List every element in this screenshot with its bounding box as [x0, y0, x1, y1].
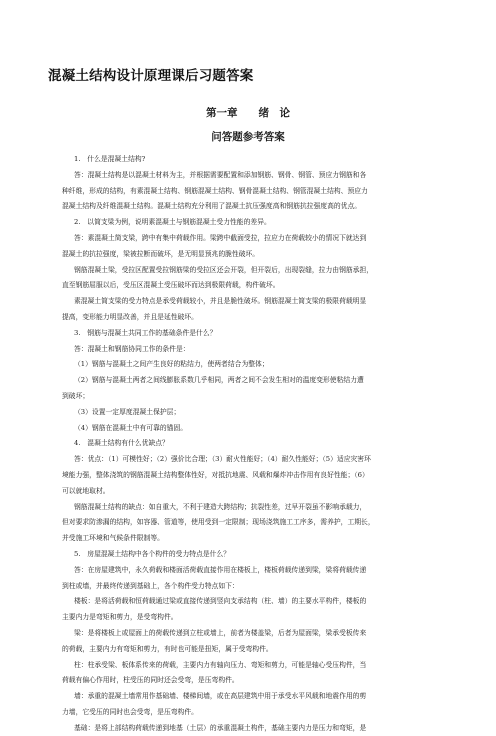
text-line: 钢筋混凝土结构的缺点：如自重大，不利于建造大跨结构；抗裂性差，过早开裂虽不影响承载力， [74, 502, 367, 511]
text-line: 素混凝土简支梁的受力特点是承受荷载较小，并且是脆性破坏。钢筋混凝土简支梁的极限荷载明显 [74, 297, 367, 306]
text-line: 梁：是将楼板上或屋面上的荷载传递到立柱或墙上，前者为楼盖梁，后者为屋面梁，梁承受板传来 [74, 628, 367, 637]
text-line: 钢筋混凝土梁，受拉区配置受拉钢筋梁的受拉区还会开裂，但开裂后，出现裂缝，拉力由钢筋承担， [74, 265, 374, 274]
text-line: 混凝土的抗拉强度，梁被拉断而破坏，是无明显预兆的脆性破坏。 [62, 249, 260, 258]
text-line: 5. 房屋混凝土结构中各个构件的受力特点是什么？ [74, 549, 231, 558]
text-line: 可以就地取材。 [62, 486, 110, 495]
text-line: 柱：柱承受梁、板体系传来的荷载，主要内力有轴向压力、弯矩和剪力，可能是轴心受压构件，当 [74, 660, 367, 669]
text-line: 墙：承重的混凝土墙常用作基础墙、楼梯间墙，或在高层建筑中用于承受水平风载和地震作用的剪 [74, 692, 367, 701]
chapter-heading: 第一章 绪 论 [206, 107, 290, 119]
text-line: 4. 混凝土结构有什么优缺点？ [74, 439, 169, 448]
text-line: （3）设置一定厚度混凝土保护层； [74, 407, 181, 416]
text-line: 到柱或墙，并最终传递到基础上，各个构件受力特点如下： [62, 581, 239, 590]
text-line: 2. 以简支梁为例，说明素混凝土与钢筋混凝土受力性能的差异。 [74, 218, 271, 227]
text-line: 答：在房屋建筑中，永久荷载和楼面活荷载直接作用在楼板上，楼板荷载传递到梁，梁将荷载传递 [74, 565, 367, 574]
text-line: 并受施工环境和气候条件限制等。 [62, 534, 164, 543]
text-line: （4）钢筋在混凝土中有可靠的锚固。 [74, 423, 188, 432]
text-line: 1. 什么是混凝土结构? [74, 155, 146, 163]
text-line: 主要内力是弯矩和剪力，是受弯构件。 [62, 613, 178, 622]
text-line: 直至钢筋屈服以后，受压区混凝土受压破坏而达到极限荷载，构件破坏。 [62, 281, 280, 290]
text-line: 3. 钢筋与混凝土共同工作的基础条件是什么？ [74, 328, 217, 337]
text-line: 种纤维，形成的结构，有素混凝土结构、钢筋混凝土结构、钢骨混凝土结构、钢管混凝土结构、预应力 [62, 186, 368, 195]
text-line: 混凝土结构及纤维混凝土结构。混凝土结构充分利用了混凝土抗压强度高和钢筋抗拉强度高的优点。 [62, 202, 362, 211]
text-line: 力墙，它受压的同时也会受弯，是压弯构件。 [62, 707, 198, 716]
text-line: （1）钢筋与混凝土之间产生良好的粘结力，使两者结合为整体； [74, 360, 269, 369]
text-line: （2）钢筋与混凝土两者之间线膨胀系数几乎相同，两者之间不会发生相对的温度变形使粘结力遭 [74, 376, 364, 385]
section-heading: 问答题参考答案 [211, 131, 285, 143]
text-line: 答：素混凝土简支梁，跨中有集中荷载作用。梁跨中截面受拉，拉应力在荷载较小的情况下就达到 [74, 233, 367, 242]
text-line: 答：混凝土和钢筋协同工作的条件是： [74, 344, 190, 353]
text-line: 荷载有偏心作用时，柱受压的同时还会受弯，是压弯构件。 [62, 676, 239, 685]
text-line: 到破坏； [62, 391, 90, 400]
text-line: 基础：是将上部结构荷载传递到地基（土层）的承重混凝土构件，基础主要内力是压力和弯矩，是 [74, 723, 367, 732]
text-line: 楼板：是将活荷载和恒荷载通过梁或直接传递到竖向支承结构（柱、墙）的主要水平构件，楼板的 [74, 597, 367, 606]
document-title: 混凝土结构设计原理课后习题答案 [48, 68, 254, 84]
text-line: 答：混凝土结构是以混凝土材料为主，并根据需要配置和添加钢筋、钢骨、钢管、预应力钢筋和各 [74, 170, 367, 179]
text-line: 的荷载，主要内力有弯矩和剪力，有时也可能是扭矩，属于受弯构件。 [62, 644, 273, 653]
text-line: 境能力强，整体浇筑的钢筋混凝土结构整体性好，对抵抗地震、风载和爆炸冲击作用有良好性能；（6） [62, 470, 369, 479]
text-line: 但对要求防渗漏的结构，如容器、管道等，使用受到一定限制；现场浇筑施工工序多，需养护，工期长， [62, 518, 375, 527]
body-text [62, 152, 448, 736]
text-line: 答：优点：（1）可模性好；（2）强价比合理；（3）耐火性能好；（4）耐久性能好；（5）适应灾害环 [74, 455, 371, 464]
text-line: 提高，变形能力明显改善，并且是延性破坏。 [62, 312, 198, 321]
